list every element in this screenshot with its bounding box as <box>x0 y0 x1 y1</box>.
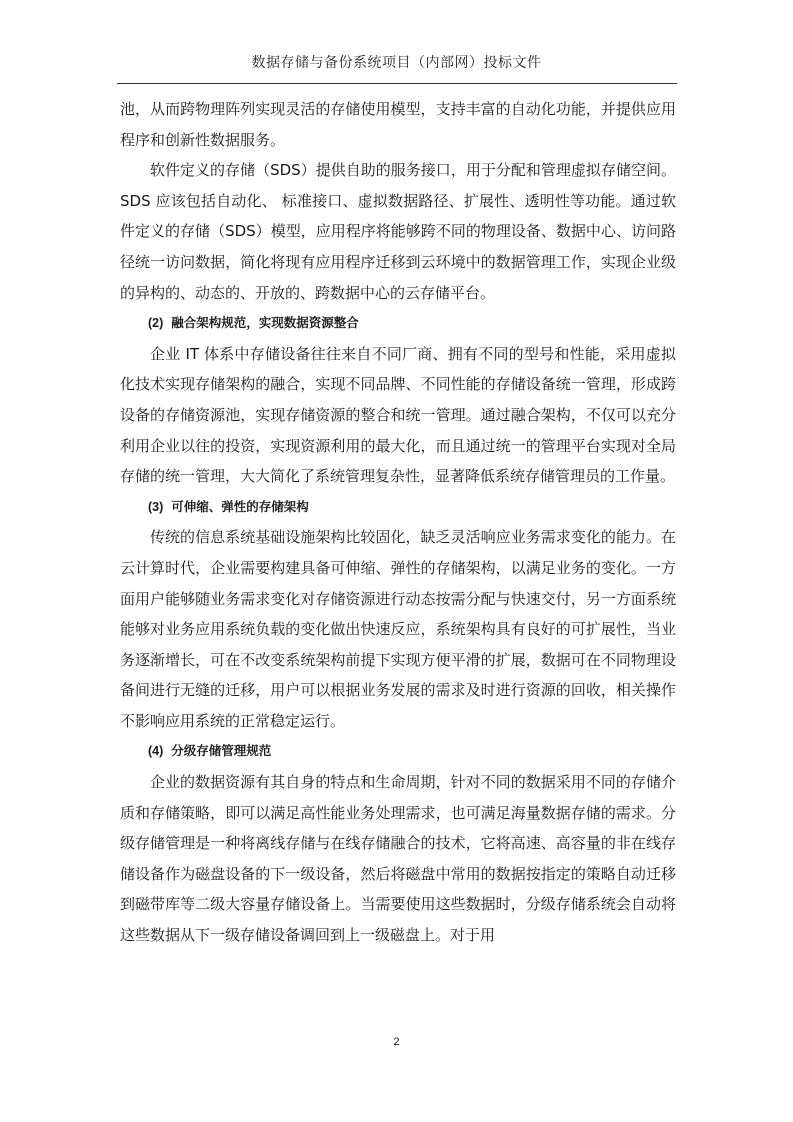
page-header <box>0 52 793 72</box>
document-body <box>120 94 676 951</box>
section-number: (3) <box>148 499 164 514</box>
section-number: (2) <box>148 316 164 331</box>
paragraph-sds: 软件定义的存储（SDS）提供自助的服务接口，用于分配和管理虚拟存储空间。SDS 应该包括自动化、 标准接口、虚拟数据路径、扩展性、透明性等功能。通过软件定义的存储（SDS）模型，应用程序将能够跨不同的物理设备、数据中心、访问路径统一访问数据，简化将现有应用程序迁移到云环境中的数据管理工作，实现企业级的异构的、动态的、开放的、跨数据中心的云存储平台。 <box>120 161 676 302</box>
section-heading-2 <box>120 308 676 339</box>
page-number: 2 <box>393 1036 400 1048</box>
section-title: 可伸缩、弹性的存储架构 <box>171 499 309 514</box>
header-divider <box>117 83 677 84</box>
paragraph-fusion: 企业 IT 体系中存储设备往往来自不同厂商、拥有不同的型号和性能，采用虚拟化技术实现存储架构的融合，实现不同品牌、不同性能的存储设备统一管理，形成跨设备的存储资源池，实现存储资源的整合和统一管理。通过融合架构，不仅可以充分利用企业以往的投资，实现资源利用的最大化，而且通过统一的管理平台实现对全局存储的统一管理，大大简化了系统管理复杂性，显著降低系统存储管理员的工作量。 <box>120 344 676 486</box>
section-heading-3 <box>120 492 676 523</box>
section-title: 分级存储管理规范 <box>171 744 272 759</box>
paragraph-elastic: 传统的信息系统基础设施架构比较固化，缺乏灵活响应业务需求变化的能力。在云计算时代，企业需要构建具备可伸缩、弹性的存储架构，以满足业务的变化。一方面用户能够随业务需求变化对存储资源进行动态按需分配与快速交付，另一方面系统能够对业务应用系统负载的变化做出快速反应，系统架构具有良好的可扩展性，当业务逐渐增长，可在不改变系统架构前提下实现方便平滑的扩展，数据可在不同物理设备间进行无缝的迁移，用户可以根据业务发展的需求及时进行资源的回收，相关操作不影响应用系统的正常稳定运行。 <box>120 528 676 730</box>
paragraph-tiered: 企业的数据资源有其自身的特点和生命周期，针对不同的数据采用不同的存储介质和存储策略，即可以满足高性能业务处理需求，也可满足海量数据存储的需求。分级存储管理是一种将离线存储与在线存储融合的技术，它将高速、高容量的非在线存储设备作为磁盘设备的下一级设备，然后将磁盘中常用的数据按指定的策略自动迁移到磁带库等二级大容量存储设备上。当需要使用这些数据时，分级存储系统会自动将这些数据从下一级存储设备调回到上一级磁盘上。对于用 <box>120 773 676 945</box>
section-heading-4 <box>120 736 676 767</box>
header-title: 数据存储与备份系统项目（内部网）投标文件 <box>251 55 542 71</box>
section-number: (4) <box>148 744 164 759</box>
paragraph-continued: 池，从而跨物理阵列实现灵活的存储使用模型，支持丰富的自动化功能，并提供应用程序和创新性数据服务。 <box>120 100 676 149</box>
section-title: 融合架构规范，实现数据资源整合 <box>171 316 359 331</box>
